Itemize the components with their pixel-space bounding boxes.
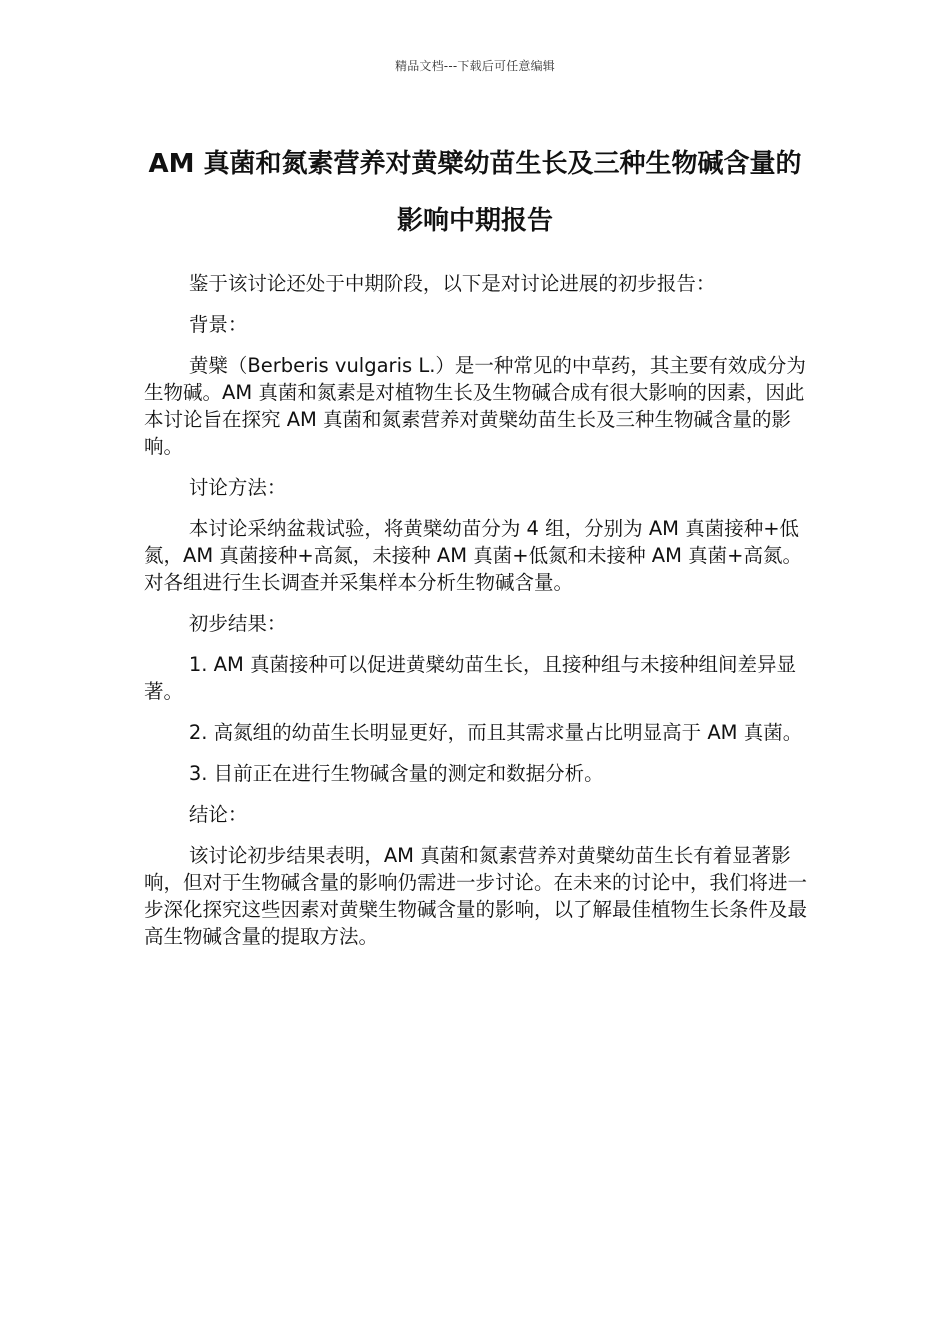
document-body <box>144 270 810 964</box>
heading-methods: 讨论方法： <box>188 476 287 499</box>
result-item-2: 2. 高氮组的幼苗生长明显更好，而且其需求量占比明显高于 AM 真菌。 <box>188 721 803 744</box>
heading-preliminary-results: 初步结果： <box>188 612 287 635</box>
result-item-3: 3. 目前正在进行生物碱含量的测定和数据分析。 <box>188 762 604 785</box>
result-item-1: 1. AM 真菌接种可以促进黄檗幼苗生长，且接种组与未接种组间差异显著。 <box>144 653 797 703</box>
heading-background: 背景： <box>188 313 248 336</box>
header-note: 精品文档---下载后可任意编辑 <box>395 59 555 73</box>
methods-paragraph: 本讨论采纳盆栽试验，将黄檗幼苗分为 4 组，分别为 AM 真菌接种+低氮，AM 真菌接种+高氮，未接种 AM 真菌+低氮和未接种 AM 真菌+高氮。对各组进行生长调查并采集样本分析生物碱含量。 <box>144 517 803 594</box>
heading-conclusion: 结论： <box>188 803 248 826</box>
background-paragraph: 黄檗（Berberis vulgaris L.）是一种常见的中草药，其主要有效成分为生物碱。AM 真菌和氮素是对植物生长及生物碱合成有很大影响的因素，因此本讨论旨在探究 AM 真菌和氮素营养对黄檗幼苗生长及三种生物碱含量的影响。 <box>144 354 806 458</box>
intro-paragraph: 鉴于该讨论还处于中期阶段，以下是对讨论进展的初步报告： <box>188 272 716 295</box>
document-title: AM 真菌和氮素营养对黄檗幼苗生长及三种生物碱含量的影响中期报告 <box>148 149 802 236</box>
conclusion-paragraph: 该讨论初步结果表明，AM 真菌和氮素营养对黄檗幼苗生长有着显著影响，但对于生物碱含量的影响仍需进一步讨论。在未来的讨论中，我们将进一步深化探究这些因素对黄檗生物碱含量的影响，以了解最佳植物生长条件及最高生物碱含量的提取方法。 <box>144 844 808 948</box>
